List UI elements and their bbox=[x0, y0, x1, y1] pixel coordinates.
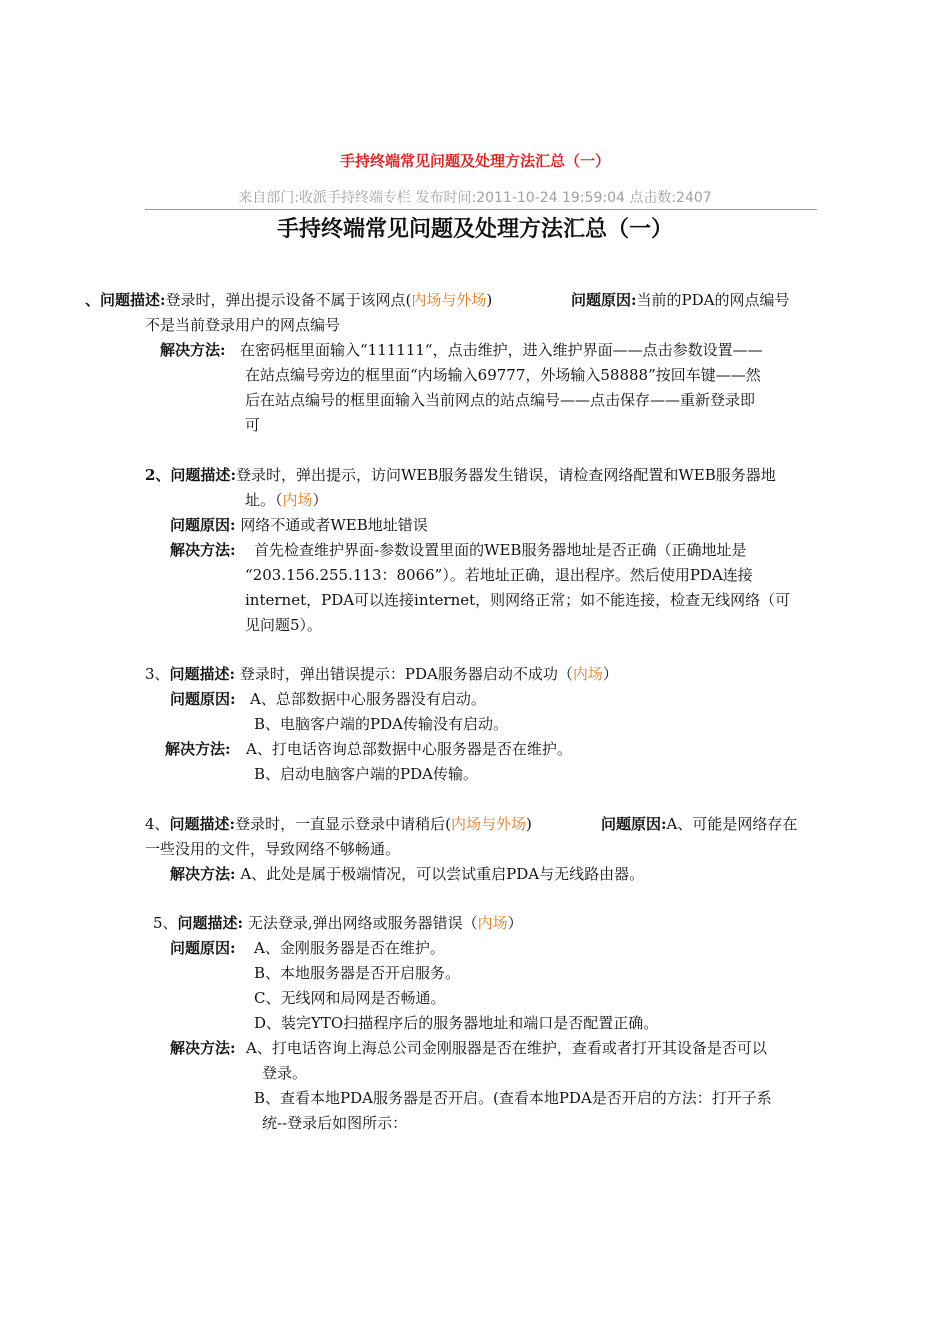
problem-3-cause-line: A、总部数据中心服务器没有启动。 bbox=[250, 690, 486, 708]
scope-tag: 内场与外场 bbox=[450, 815, 526, 833]
divider bbox=[145, 209, 817, 210]
problem-3-cause-label: 问题原因: bbox=[170, 690, 236, 708]
solution-2-label: 解决方法: bbox=[170, 541, 236, 559]
solution-2-line: 首先检查维护界面-参数设置里面的WEB服务器地址是否正确（正确地址是 bbox=[254, 541, 747, 559]
problem-5-description: 5、问题描述: 无法登录,弹出网络或服务器错误（内场） bbox=[153, 914, 523, 932]
solution-1-line: 可 bbox=[245, 416, 261, 434]
solution-5-label: 解决方法: bbox=[170, 1039, 236, 1057]
article-meta: 来自部门:收派手持终端专栏 发布时间:2011-10-24 19:59:04 点击数:2407 bbox=[238, 190, 712, 206]
solution-2-line: “203.156.255.113：8066”）。若地址正确，退出程序。然后使用PDA连接 bbox=[245, 566, 753, 584]
solution-5-line: 统--登录后如图所示： bbox=[262, 1114, 408, 1132]
problem-5-cause-line: C、无线网和局网是否畅通。 bbox=[254, 989, 446, 1007]
problem-3-cause-line: B、电脑客户端的PDA传输没有启动。 bbox=[254, 715, 508, 733]
scope-tag: 内场与外场 bbox=[411, 291, 487, 309]
solution-2-line: 见问题5）。 bbox=[245, 616, 323, 634]
problem-4-cause: 问题原因:A、可能是网络存在 bbox=[601, 815, 798, 833]
problem-4-cause-continued: 一些没用的文件，导致网络不够畅通。 bbox=[145, 840, 401, 858]
document-title: 手持终端常见问题及处理方法汇总（一） bbox=[276, 217, 673, 242]
problem-3-label: 问题描述: bbox=[169, 665, 236, 683]
problem-1-description: 、问题描述:登录时，弹出提示设备不属于该网点(内场与外场) bbox=[85, 291, 493, 309]
solution-4: 解决方法: A、此处是属于极端情况，可以尝试重启PDA与无线路由器。 bbox=[170, 865, 645, 883]
solution-3-label: 解决方法: bbox=[165, 740, 231, 758]
scope-tag: 内场 bbox=[477, 914, 508, 932]
problem-5-cause-line: A、金刚服务器是否在维护。 bbox=[254, 939, 445, 957]
problem-1-cause: 问题原因:当前的PDA的网点编号 bbox=[571, 291, 790, 309]
problem-2-description-continued: 址。（内场） bbox=[245, 491, 328, 509]
solution-3-line: B、启动电脑客户端的PDA传输。 bbox=[254, 765, 478, 783]
solution-1-line: 在站点编号旁边的框里面“内场输入69777，外场输入58888”按回车键——然 bbox=[245, 366, 761, 384]
problem-4-label: 问题描述: bbox=[169, 815, 236, 833]
solution-5-line: B、查看本地PDA服务器是否开启。(查看本地PDA是否开启的方法：打开子系 bbox=[254, 1089, 772, 1107]
solution-5-line: 登录。 bbox=[262, 1064, 308, 1082]
solution-1-line: 在密码框里面输入“111111“，点击维护，进入维护界面——点击参数设置—— bbox=[240, 341, 763, 359]
problem-3-description: 3、问题描述: 登录时，弹出错误提示：PDA服务器启动不成功（内场） bbox=[145, 665, 618, 683]
solution-3-line: A、打电话咨询总部数据中心服务器是否在维护。 bbox=[246, 740, 572, 758]
solution-1-label: 解决方法: bbox=[160, 341, 226, 359]
page-title: 手持终端常见问题及处理方法汇总（一） bbox=[339, 152, 610, 170]
problem-1-cause-continued: 不是当前登录用户的网点编号 bbox=[145, 316, 341, 334]
solution-5-line: A、打电话咨询上海总公司金刚服器是否在维护，查看或者打开其设备是否可以 bbox=[246, 1039, 767, 1057]
solution-1-line: 后在站点编号的框里面输入当前网点的站点编号——点击保存——重新登录即 bbox=[245, 391, 756, 409]
problem-2-label: 2、问题描述: bbox=[145, 466, 236, 484]
problem-4-description: 4、问题描述:登录时，一直显示登录中请稍后(内场与外场) bbox=[145, 815, 532, 833]
solution-2-line: internet，PDA可以连接internet，则网络正常；如不能连接，检查无线网络（可 bbox=[245, 591, 791, 609]
problem-5-cause-label: 问题原因: bbox=[170, 939, 236, 957]
problem-5-cause-line: B、本地服务器是否开启服务。 bbox=[254, 964, 461, 982]
problem-5-label: 问题描述: bbox=[177, 914, 244, 932]
scope-tag: 内场 bbox=[282, 491, 313, 509]
problem-1-label: 、问题描述: bbox=[85, 291, 166, 309]
scope-tag: 内场 bbox=[572, 665, 603, 683]
problem-2-description: 2、问题描述:登录时，弹出提示，访问WEB服务器发生错误，请检查网络配置和WEB服务器地 bbox=[145, 466, 776, 484]
problem-5-cause-line: D、装完YTO扫描程序后的服务器地址和端口是否配置正确。 bbox=[254, 1014, 659, 1032]
problem-2-cause: 问题原因: 网络不通或者WEB地址错误 bbox=[170, 516, 428, 534]
